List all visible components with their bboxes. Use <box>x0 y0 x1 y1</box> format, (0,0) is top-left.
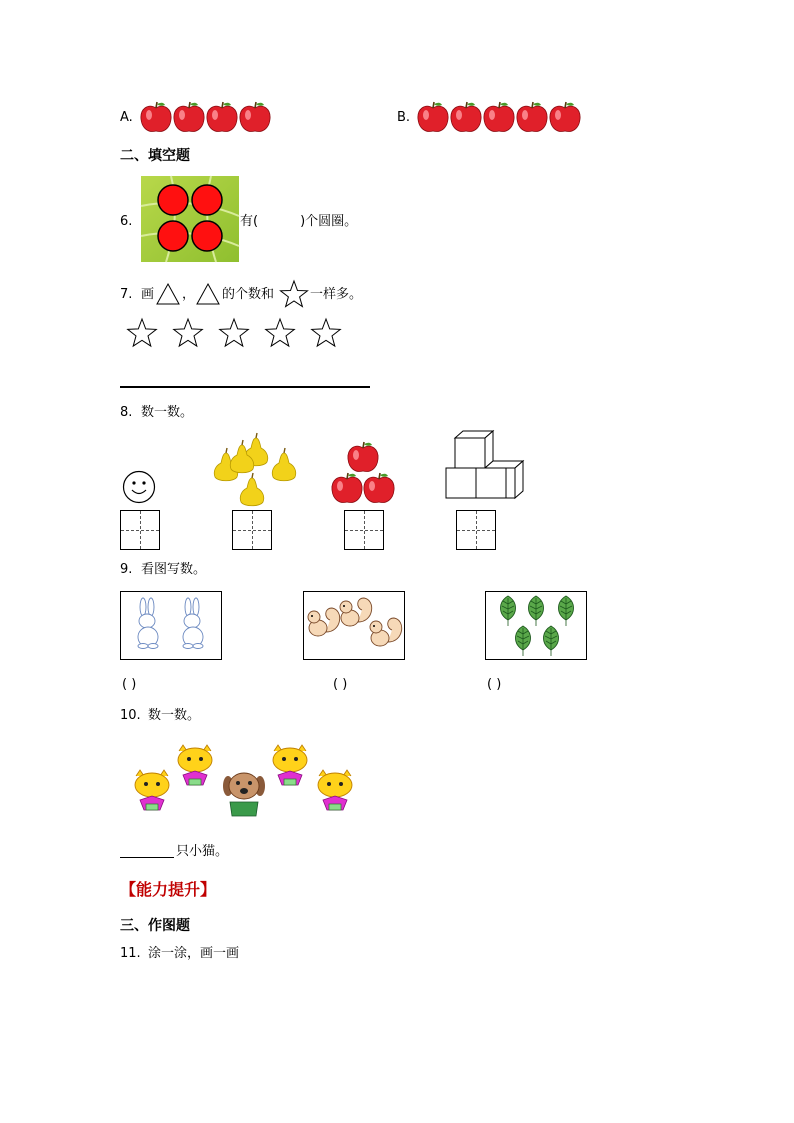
apple-icon <box>207 102 237 132</box>
q7-mid-text: 的个数和 <box>222 287 275 302</box>
rabbit-icon <box>138 598 158 649</box>
q8-text: 数一数。 <box>141 405 194 420</box>
cat-icon <box>273 745 307 785</box>
leaf-icon <box>544 626 559 656</box>
squirrels-picture <box>303 591 405 660</box>
q10-answer-suffix: 只小猫。 <box>176 844 229 859</box>
apple-icon <box>517 102 547 132</box>
q11-text: 涂一涂，画一画 <box>148 946 240 961</box>
ability-section-title: 【能力提升】 <box>120 880 217 899</box>
apple-icon <box>550 102 580 132</box>
rabbits-picture <box>120 591 222 660</box>
q9-blank-squirrels[interactable]: ( ) <box>333 677 348 692</box>
q7-number: 7. <box>120 287 133 302</box>
cat-icon <box>318 770 352 810</box>
drawing-answer-line[interactable] <box>120 386 370 388</box>
answer-box-apples[interactable] <box>344 510 384 550</box>
squirrel-icon <box>370 618 402 646</box>
q7-draw-text: 画 <box>141 287 155 302</box>
apple-icon <box>348 442 378 472</box>
squirrel-icon <box>308 608 340 636</box>
star-icon <box>174 319 203 346</box>
cubes-picture <box>445 430 527 508</box>
star-icon <box>128 319 157 346</box>
answer-box-pears[interactable] <box>232 510 272 550</box>
leaf-icon <box>529 596 544 626</box>
q6-number: 6. <box>120 214 133 229</box>
pears-picture <box>210 430 300 505</box>
cat-icon <box>178 745 212 785</box>
leaf-icon <box>501 596 516 626</box>
q6-answer-line: 有( )个圆圈。 <box>240 214 358 229</box>
star-row <box>125 318 355 350</box>
q10-text: 数一数。 <box>148 708 201 723</box>
cats-and-dog-picture <box>130 740 365 825</box>
red-circle <box>192 221 222 251</box>
option-b-label: B. <box>397 110 411 125</box>
section-title-fill-in: 二、填空题 <box>120 148 190 164</box>
leaf-icon <box>559 596 574 626</box>
apples-pyramid-picture <box>328 440 400 505</box>
red-circle <box>158 221 188 251</box>
pear-icon <box>240 473 264 506</box>
apple-icon <box>174 102 204 132</box>
option-b-apples <box>417 100 587 134</box>
apple-icon <box>364 473 394 503</box>
apple-icon <box>332 473 362 503</box>
star-icon <box>279 280 309 308</box>
q11-number: 11. <box>120 946 141 961</box>
rabbit-icon <box>183 598 203 649</box>
q7-comma: ， <box>182 287 196 302</box>
dog-icon <box>223 773 265 816</box>
q8-number: 8. <box>120 405 133 420</box>
star-icon <box>312 319 341 346</box>
apple-icon <box>418 102 448 132</box>
red-circle <box>192 185 222 215</box>
leaves-picture <box>485 591 587 660</box>
q9-text: 看图写数。 <box>141 562 207 577</box>
red-circle <box>158 185 188 215</box>
q9-number: 9. <box>120 562 133 577</box>
leaf-icon <box>516 626 531 656</box>
section-title-drawing: 三、作图题 <box>120 918 190 934</box>
triangle-icon <box>196 283 220 305</box>
star-icon <box>266 319 295 346</box>
answer-box-smiley[interactable] <box>120 510 160 550</box>
cat-icon <box>135 770 169 810</box>
q10-number: 10. <box>120 708 141 723</box>
triangle-icon <box>156 283 180 305</box>
answer-box-cubes[interactable] <box>456 510 496 550</box>
apple-icon <box>141 102 171 132</box>
q9-blank-rabbits[interactable]: ( ) <box>122 677 137 692</box>
smiley-face-icon <box>122 470 156 504</box>
squirrel-icon <box>340 598 372 626</box>
option-a-apples <box>140 100 275 134</box>
apple-icon <box>240 102 270 132</box>
q9-blank-leaves[interactable]: ( ) <box>487 677 502 692</box>
circles-picture <box>141 176 239 262</box>
option-a-label: A. <box>120 110 133 125</box>
apple-icon <box>484 102 514 132</box>
apple-icon <box>451 102 481 132</box>
pear-icon <box>272 448 296 481</box>
q7-end-text: 一样多。 <box>310 287 363 302</box>
q10-answer-blank[interactable] <box>120 857 174 858</box>
star-icon <box>220 319 249 346</box>
